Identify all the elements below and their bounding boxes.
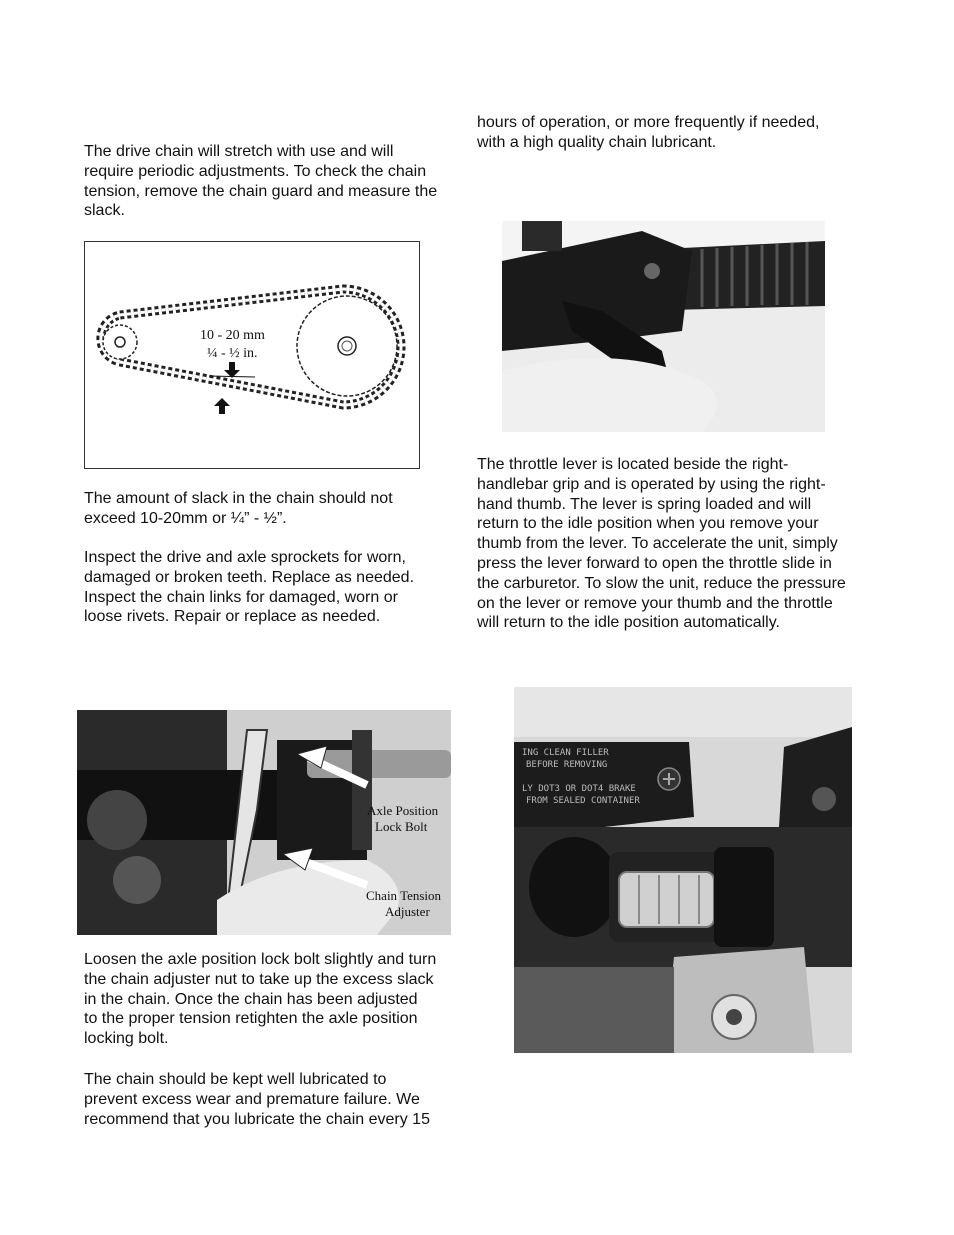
sprocket-inspection-text: Inspect the drive and axle sprockets for worn, damaged or broken teeth. Replace as needed. Inspect the chain links for damaged, worn or loose rivets. Repair or replace as needed. [84, 549, 415, 626]
slack-limit-text: The amount of slack in the chain should not exceed 10-20mm or ¼” - ½”. [84, 490, 393, 527]
reservoir-text-4: FROM SEALED CONTAINER [526, 796, 640, 806]
arrow-up-icon [214, 398, 230, 414]
chain-tension-label-2: Adjuster [385, 904, 430, 919]
chain-slack-diagram [84, 241, 420, 469]
arrow-down-icon [224, 362, 240, 378]
axle-position-label-1: Axle Position [367, 803, 439, 818]
slack-measure-mm: 10 - 20 mm [200, 328, 265, 343]
chain-adjustment-intro: The drive chain will stretch with use and will require periodic adjustments. To check the chain tension, remove the chain guard and measure the slack. [84, 143, 438, 220]
chain-tension-label-1: Chain Tension [366, 888, 442, 903]
throttle-lever-photo [502, 221, 825, 432]
reservoir-text-3: LY DOT3 OR DOT4 BRAKE [522, 784, 636, 794]
lubrication-text: The chain should be kept well lubricated to prevent excess wear and premature failure. We recommend that you lubricate the chain every 15 [84, 1071, 430, 1128]
throttle-description-text: The throttle lever is located beside the right- handlebar grip and is operated by using the right- hand thumb. The lever is spring loaded and will return to the idle position when you remove your thumb from the lever. To accelerate the unit, simply press the lever forward to open the throttle slide in the carburetor. To slow the unit, reduce the pressure on the lever or remove your thumb and the throttle will return to the idle position automatically. [477, 456, 846, 632]
chain-adjuster-photo [77, 710, 451, 935]
reservoir-text-2: BEFORE REMOVING [526, 760, 608, 770]
slack-measure-in: ¼ - ½ in. [207, 346, 258, 361]
adjustment-procedure-text: Loosen the axle position lock bolt slightly and turn the chain adjuster nut to take up the excess slack in the chain. Once the chain has been adjusted to the proper tension retighten the axle position locking bolt. [84, 951, 437, 1048]
lubrication-text-continued: hours of operation, or more frequently if needed, with a high quality chain lubricant. [477, 114, 820, 151]
reservoir-text-1: ING CLEAN FILLER [522, 748, 609, 758]
axle-position-label-2: Lock Bolt [375, 819, 428, 834]
brake-reservoir-photo [514, 687, 852, 1053]
